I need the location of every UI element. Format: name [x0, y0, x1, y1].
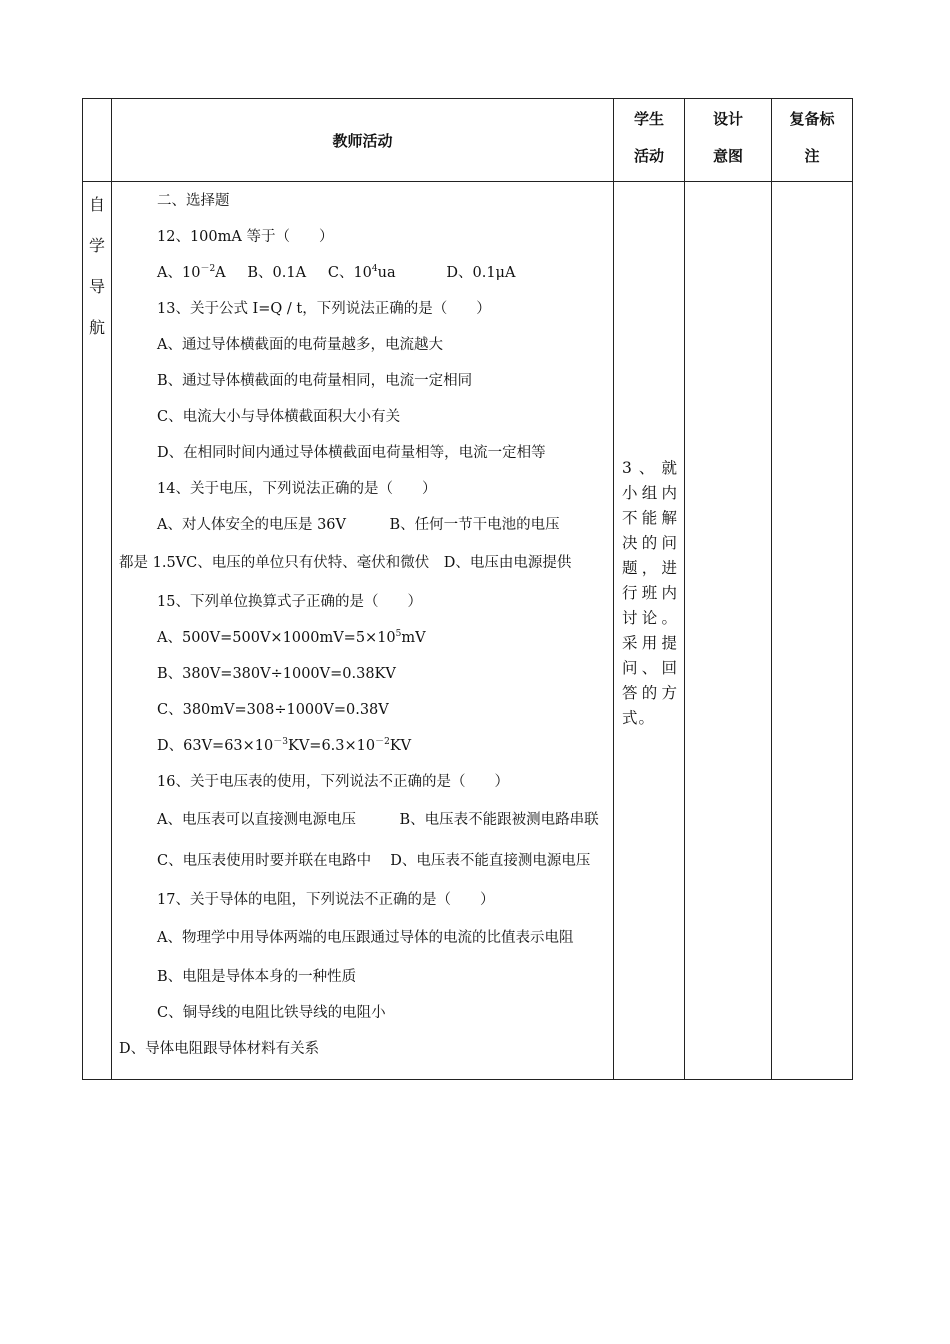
- question-13-option-c: C、电流大小与导体横截面积大小有关: [157, 409, 401, 425]
- header-row: [83, 99, 853, 182]
- question-17-option-d: D、导体电阻跟导体材料有关系: [119, 1041, 320, 1057]
- question-16-options-ab: A、电压表可以直接测电源电压 B、电压表不能跟被测电路串联: [157, 812, 599, 828]
- question-13-option-d: D、在相同时间内通过导体横截面电荷量相等，电流一定相等: [157, 445, 546, 461]
- teacher-activity-header: 教师活动: [112, 99, 614, 182]
- question-13: 13、关于公式 I=Q / t，下列说法正确的是（ ）: [157, 301, 491, 317]
- student-activity-header: 学生 活动: [614, 99, 685, 182]
- question-15: 15、下列单位换算式子正确的是（ ）: [157, 594, 422, 610]
- design-intent-content: [685, 182, 772, 1080]
- question-15-option-c: C、380mV=308÷1000V=0.38V: [157, 702, 389, 718]
- self-study-guide-label: 自 学 导 航: [83, 182, 112, 1080]
- review-notes-content: [772, 182, 853, 1080]
- question-13-option-a: A、通过导体横截面的电荷量越多，电流越大: [157, 337, 443, 353]
- header-blank-cell: [83, 99, 112, 182]
- question-15-option-d: D、$63V=63\times 10^{-3}KV=6.3\times 10^{-2}KV$: [157, 737, 412, 754]
- question-14-options-line2: 都是 1.5VC、电压的单位只有伏特、毫伏和微伏 D、电压由电源提供: [119, 555, 572, 571]
- question-17: 17、关于导体的电阻，下列说法不正确的是（ ）: [157, 892, 495, 908]
- question-15-option-b: B、380V=380V÷1000V=0.38KV: [157, 666, 396, 682]
- lesson-plan-table: [82, 98, 853, 1080]
- question-14: 14、关于电压，下列说法正确的是（ ）: [157, 481, 437, 497]
- content-row: [83, 182, 853, 1080]
- review-notes-header: 复备标 注: [772, 99, 853, 182]
- question-17-option-c: C、铜导线的电阻比铁导线的电阻小: [157, 1005, 386, 1021]
- question-17-option-b: B、电阻是导体本身的一种性质: [157, 969, 357, 985]
- question-16: 16、关于电压表的使用，下列说法不正确的是（ ）: [157, 774, 509, 790]
- question-17-option-a: A、物理学中用导体两端的电压跟通过导体的电流的比值表示电阻: [157, 930, 574, 946]
- question-14-options-line1: A、对人体安全的电压是 36V B、任何一节干电池的电压: [157, 517, 560, 533]
- question-13-option-b: B、通过导体横截面的电荷量相同，电流一定相同: [157, 373, 473, 389]
- question-12: 12、100mA 等于（ ）: [157, 229, 334, 245]
- teacher-activity-content: [112, 182, 614, 1080]
- section-title: 二、选择题: [157, 193, 230, 209]
- question-12-options: A、$10^{-2}A$ B、0.1A C、$10^4ua$ D、0.1μA: [157, 264, 516, 281]
- design-intent-header: 设计 意图: [685, 99, 772, 182]
- question-16-options-cd: C、电压表使用时要并联在电路中 D、电压表不能直接测电源电压: [157, 853, 591, 869]
- student-activity-content: 3、就小组内不能解决的问题，进行班内讨论。采用提问、回答的方式。: [614, 182, 685, 1080]
- question-15-option-a: A、$500V=500V\times 1000mV=5\times 10^5mV$: [157, 629, 426, 646]
